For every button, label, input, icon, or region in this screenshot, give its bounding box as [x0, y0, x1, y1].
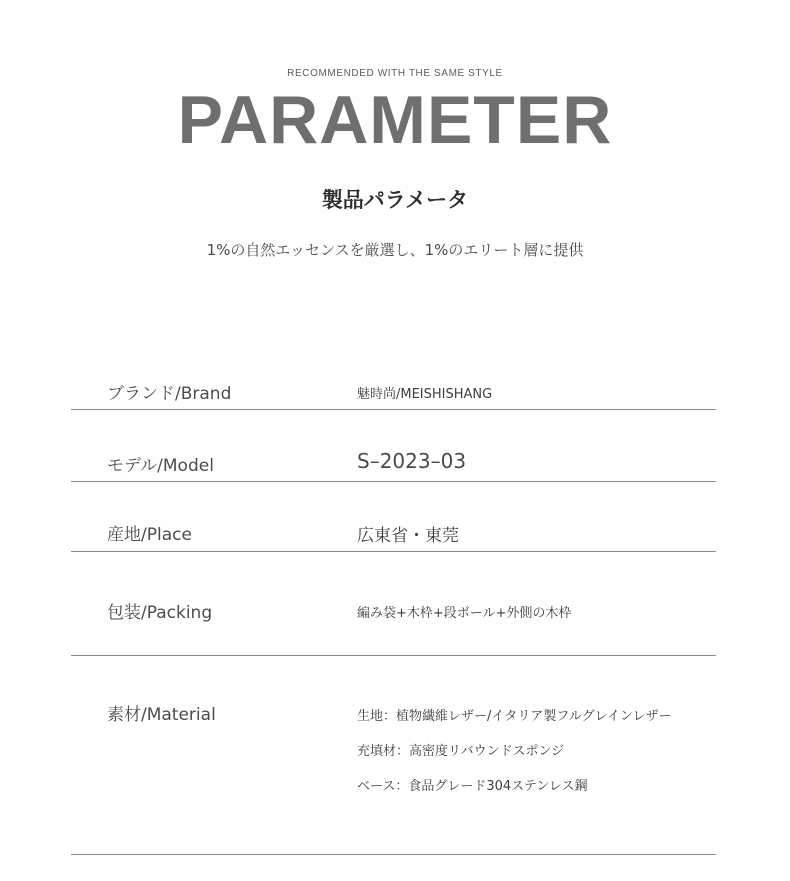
param-label-model: モデル/Model	[107, 456, 214, 476]
param-value-material-filling: 充填材：高密度リバウンドスポンジ	[357, 744, 565, 759]
row-divider	[71, 481, 716, 482]
param-value-material-fabric: 生地：植物繊維レザー/イタリア製フルグレインレザー	[357, 709, 672, 724]
row-divider	[71, 655, 716, 656]
param-label-material: 素材/Material	[107, 705, 216, 725]
row-divider	[71, 551, 716, 552]
param-label-brand: ブランド/Brand	[107, 384, 232, 404]
param-value-place: 広東省・東莞	[357, 526, 459, 546]
param-value-brand: 魅時尚/MEISHISHANG	[357, 387, 493, 402]
param-value-packing: 編み袋+木枠+段ボール+外側の木枠	[357, 606, 572, 621]
param-value-model: S–2023–03	[357, 449, 467, 473]
section-title-jp: 製品パラメータ	[321, 188, 469, 212]
row-divider	[71, 409, 716, 410]
kicker-text: RECOMMENDED WITH THE SAME STYLE	[287, 68, 503, 79]
param-label-packing: 包装/Packing	[107, 603, 213, 623]
tagline: 1%の自然エッセンスを厳選し、1%のエリート層に提供	[206, 241, 584, 259]
page-title: PARAMETER	[177, 82, 613, 158]
param-value-material-base: ベース：食品グレード304ステンレス鋼	[357, 779, 588, 794]
row-divider	[71, 854, 716, 855]
param-label-place: 産地/Place	[107, 525, 192, 545]
